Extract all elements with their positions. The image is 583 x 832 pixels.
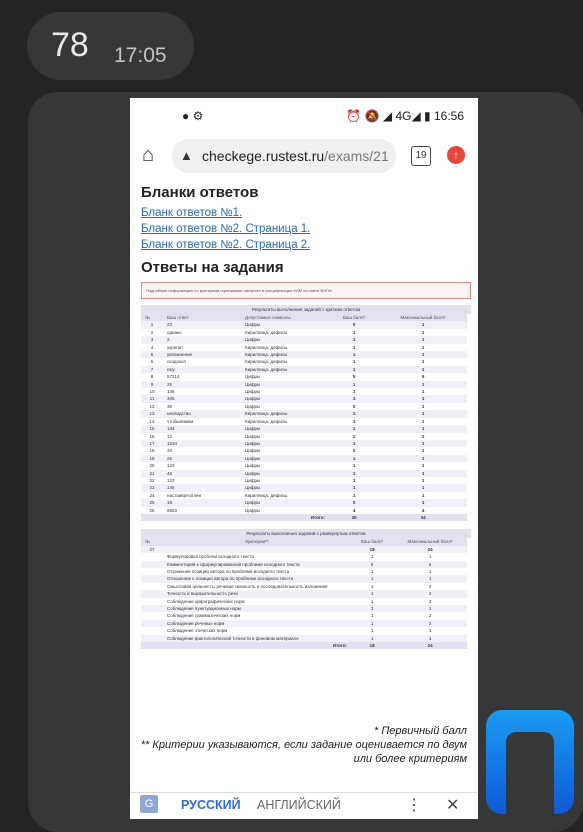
- table-cell: 4: [421, 507, 425, 513]
- table-row: [141, 440, 467, 447]
- translate-bar: [130, 792, 478, 819]
- table-row: [141, 336, 467, 343]
- table-cell: 145: [167, 389, 175, 395]
- table-cell: 2: [393, 590, 467, 597]
- table-cell: Соблюдение фактологической точности в фоновом материале: [163, 635, 351, 642]
- close-icon[interactable]: ✕: [446, 797, 460, 814]
- table-cell: 1: [379, 484, 467, 491]
- footnote-primary-score: * Первичный балл: [373, 725, 467, 737]
- table-cell: Отношение к позиции автора по проблеме исходного текста: [163, 575, 351, 582]
- table-cell: Соблюдение грамматических норм: [167, 613, 241, 619]
- table-cell: 345: [163, 395, 241, 402]
- table-cell: 16: [149, 433, 155, 439]
- table-cell: 123: [167, 463, 175, 469]
- table-cell: 1: [421, 477, 425, 483]
- table-cell: Цифры: [245, 477, 261, 483]
- table-row: [141, 627, 467, 634]
- table-cell: 1: [379, 470, 467, 477]
- table2-header-cell: Максимальный балл*: [393, 538, 467, 545]
- table-cell: Кириллица, дефисы: [241, 410, 329, 417]
- table-cell: Цифры: [241, 455, 329, 462]
- table-cell: Кириллица, дефисы: [241, 366, 329, 373]
- update-icon[interactable]: ↑: [447, 146, 465, 164]
- table-cell: 1: [329, 336, 379, 343]
- table-row: [141, 395, 467, 402]
- table-cell: 1: [352, 492, 356, 498]
- link-blank-2-page-2[interactable]: Бланк ответов №2. Страница 2.: [141, 239, 311, 251]
- table-cell: 1: [352, 477, 356, 483]
- table-cell: 4: [352, 507, 356, 513]
- table-cell: 22: [149, 477, 155, 483]
- table-cell: 1: [379, 395, 467, 402]
- footnote-criteria: ** Критерии указываются, если задание оценивается по двум: [140, 739, 467, 751]
- table-row: [141, 462, 467, 469]
- table-cell: Цифры: [241, 336, 329, 343]
- table-row: [141, 605, 467, 612]
- phone-screenshot[interactable]: [130, 98, 478, 819]
- table-cell: 2: [163, 336, 241, 343]
- table-cell: Цифры: [241, 440, 329, 447]
- table-cell: 5: [352, 374, 356, 380]
- table-row: [141, 635, 467, 642]
- total-max: 34: [379, 514, 467, 521]
- table-cell: Цифры: [241, 470, 329, 477]
- table-cell: 1: [421, 418, 425, 424]
- table-cell: 1: [379, 366, 467, 373]
- table1-header-cell: Ваш балл*: [329, 314, 379, 321]
- table1-header-cell: №: [141, 314, 163, 321]
- table-cell: 1: [421, 344, 425, 350]
- table-cell: 1: [421, 403, 425, 409]
- table-row: [141, 553, 467, 560]
- table-row: [141, 499, 467, 506]
- page-content: [141, 184, 471, 649]
- table-cell: 1: [352, 329, 356, 335]
- total-label: Итого:: [241, 514, 329, 521]
- table-cell: 1: [393, 575, 467, 582]
- table-cell: 1: [329, 410, 379, 417]
- table-cell: 25: [163, 455, 241, 462]
- table-cell: 1: [329, 381, 379, 388]
- total-label: Итого:: [163, 642, 351, 649]
- table-cell: 20: [149, 463, 155, 469]
- table-row: [141, 507, 467, 514]
- table-cell: 24: [149, 492, 155, 498]
- table-cell: 1: [379, 321, 467, 328]
- table-cell: 1: [428, 569, 432, 574]
- table-cell: 1: [421, 329, 425, 335]
- table-cell: 14: [149, 418, 155, 424]
- table-cell: 57214: [167, 374, 180, 380]
- table-row: [141, 344, 467, 351]
- table-cell: Цифры: [241, 321, 329, 328]
- table-cell: Кириллица, дефисы: [245, 359, 288, 365]
- table-cell: 1: [329, 351, 379, 358]
- criteria-notice: Подробную информацию по критериям оценивания смотрите в спецификации КИМ на сайте ФИПИ: [141, 282, 471, 299]
- table-cell: Формулировка проблем исходного текста: [167, 554, 254, 560]
- lang-russian-button[interactable]: РУССКИЙ: [181, 798, 241, 812]
- table-cell: Цифры: [245, 403, 261, 409]
- table-cell: чтобыпижем: [167, 418, 194, 424]
- answers-title: Ответы на задания: [141, 259, 284, 276]
- table-cell: 15: [141, 425, 163, 432]
- table-cell: 1: [370, 598, 374, 604]
- table-cell: 0: [352, 403, 356, 409]
- table-cell: 7: [141, 366, 163, 373]
- table-cell: 5: [141, 351, 163, 358]
- table-cell: 10: [149, 389, 155, 395]
- table-row: [141, 447, 467, 454]
- table-cell: 27: [141, 546, 163, 553]
- table-row: [141, 484, 467, 491]
- table1-total-row: [141, 514, 467, 521]
- table-cell: 1: [379, 351, 467, 358]
- table-cell: Цифры: [241, 499, 329, 506]
- table-cell: Смысловая цельность, речевая связность и последовательность изложения: [167, 583, 328, 589]
- browser-toolbar: [130, 134, 478, 180]
- table-cell: 1: [379, 381, 467, 388]
- table-cell: Кириллица, дефисы: [241, 351, 329, 358]
- table-cell: 1: [370, 613, 374, 619]
- table-cell: 1: [329, 455, 379, 462]
- table-cell: 0: [352, 448, 356, 454]
- lang-english-button[interactable]: АНГЛИЙСКИЙ: [257, 798, 341, 812]
- message-time: 17:05: [114, 44, 167, 67]
- table-cell: 1: [379, 499, 467, 506]
- table-row: [141, 410, 467, 417]
- table-cell: Кириллица, дефисы: [245, 329, 288, 335]
- app-logo-icon: [486, 710, 574, 814]
- table-cell: Цифры: [245, 507, 261, 513]
- table-cell: 2: [421, 433, 425, 439]
- total-score: 18: [351, 642, 393, 649]
- table-cell: 9: [141, 381, 163, 388]
- table-cell: 1: [141, 321, 163, 328]
- table-row: [141, 321, 467, 328]
- status-left-icons: ● ⚙: [182, 109, 204, 123]
- table-cell: 5: [393, 561, 467, 568]
- table-row: [141, 381, 467, 388]
- table-cell: 1: [352, 418, 356, 424]
- table-row: [141, 388, 467, 395]
- table-cell: настаивресплеи: [167, 492, 201, 498]
- table-cell: 1: [379, 410, 467, 417]
- warning-icon[interactable]: ▲: [180, 148, 193, 163]
- table-cell: 13: [167, 433, 173, 439]
- table-cell: 11: [141, 395, 163, 402]
- table-cell: 0: [329, 321, 379, 328]
- table-cell: 1: [379, 455, 467, 462]
- table-cell: однако: [167, 329, 182, 335]
- table2-total-row: [141, 642, 467, 649]
- table-cell: 23: [163, 321, 241, 328]
- table-cell: Соблюдение орфографических норм: [167, 598, 245, 604]
- table-row: [141, 425, 467, 432]
- table1-caption: Результаты выполнения заданий с кратким ответом: [141, 305, 471, 314]
- table-cell: Цифры: [245, 463, 261, 469]
- table-row: [141, 620, 467, 627]
- table1-header-cell: Максимальный балл*: [379, 314, 467, 321]
- status-right: ⏰ 🔕 ◢ 4G◢ ▮ 16:56: [346, 109, 464, 123]
- table-cell: 1: [370, 628, 374, 634]
- table-cell: 1: [428, 554, 432, 560]
- table-cell: 2: [428, 613, 432, 619]
- table2-header-row: [141, 538, 467, 545]
- table-cell: Цифры: [241, 484, 329, 491]
- table-cell: 1: [379, 440, 467, 447]
- blanks-title: Бланки ответов: [141, 184, 259, 201]
- table-cell: 25: [141, 499, 163, 506]
- table-cell: 8: [150, 374, 154, 380]
- table-row: [141, 366, 467, 373]
- table-cell: 123: [167, 477, 175, 483]
- table-cell: Цифры: [241, 381, 329, 388]
- table-cell: несводство: [163, 410, 241, 417]
- table-cell: Цифры: [241, 425, 329, 432]
- table-cell: Точность и выразительность речи: [163, 590, 351, 597]
- table-cell: 18: [351, 546, 393, 553]
- table-cell: 6653: [167, 507, 178, 513]
- table-cell: 1: [329, 440, 379, 447]
- table-cell: 2: [150, 329, 154, 335]
- table-cell: 24: [393, 546, 467, 553]
- table-cell: 1: [428, 628, 432, 634]
- table-cell: 1: [379, 425, 467, 432]
- table-cell: 13: [141, 410, 163, 417]
- table-cell: 1: [352, 463, 356, 469]
- table-cell: 145: [163, 484, 241, 491]
- table-cell: 18: [163, 499, 241, 506]
- table-cell: 1: [393, 635, 467, 642]
- table-cell: Соблюдение этических норм: [167, 628, 228, 634]
- table-cell: Соблюдение речевых норм: [163, 620, 351, 627]
- table-cell: Цифры: [245, 448, 261, 454]
- table-row: [141, 358, 467, 365]
- table-cell: 12: [149, 403, 155, 409]
- table-cell: 1: [370, 569, 374, 574]
- table-cell: 17: [141, 440, 163, 447]
- table-cell: 1: [351, 575, 393, 582]
- table-cell: 1: [421, 463, 425, 469]
- table-cell: 1: [329, 366, 379, 373]
- table-cell: 1: [329, 470, 379, 477]
- table-cell: 19: [141, 455, 163, 462]
- table-row: [141, 433, 467, 440]
- table-cell: Комментарий к сформулированной проблеме исходного текста: [163, 561, 351, 568]
- table-cell: 1: [329, 395, 379, 402]
- table-cell: 1: [421, 359, 425, 365]
- table1-header-cell: Допустимые символы: [241, 314, 329, 321]
- table-cell: Кириллица, дефисы: [245, 418, 288, 424]
- table-cell: Цифры: [241, 395, 329, 402]
- table-row: [141, 598, 467, 605]
- table2-task-row: [141, 546, 467, 553]
- table-cell: Цифры: [245, 433, 261, 439]
- table-row: [141, 561, 467, 568]
- table-cell: Отражение позиции автора по проблеме исходного текста: [167, 569, 290, 574]
- google-translate-icon[interactable]: G: [140, 795, 158, 813]
- table-cell: 1: [421, 448, 425, 454]
- table-cell: 4: [150, 344, 154, 350]
- table-cell: 5: [421, 374, 425, 380]
- table-cell: [163, 546, 351, 553]
- table-cell: 3: [393, 605, 467, 612]
- table-cell: Кириллица, дефисы: [245, 344, 288, 350]
- address-bar[interactable]: [172, 139, 396, 173]
- table-cell: 35: [167, 403, 173, 409]
- table-cell: 26: [149, 507, 155, 513]
- table-cell: 1: [329, 425, 379, 432]
- table-cell: 23: [141, 484, 163, 491]
- table-cell: ему: [163, 366, 241, 373]
- long-answers-table: [141, 529, 471, 649]
- table-cell: 1: [351, 590, 393, 597]
- table-cell: 1: [352, 344, 356, 350]
- table-cell: 5: [351, 561, 393, 568]
- table-row: [141, 403, 467, 410]
- table-cell: Цифры: [245, 389, 261, 395]
- message-bubble-top[interactable]: [27, 12, 194, 80]
- table-cell: 3: [141, 336, 163, 343]
- table-cell: 1: [370, 554, 374, 560]
- message-number: 78: [51, 26, 89, 64]
- table-row: [141, 477, 467, 484]
- table-cell: 1: [421, 492, 425, 498]
- table-cell: 1: [329, 484, 379, 491]
- table2-header-cell: №: [141, 538, 163, 545]
- table1-header-cell: Ваш ответ: [163, 314, 241, 321]
- table-row: [141, 568, 467, 575]
- table-cell: 1: [352, 359, 356, 365]
- table-cell: 21: [141, 470, 163, 477]
- footnote-criteria-cont: или более критериям: [353, 753, 467, 765]
- table2-caption: Результаты выполнения заданий с развернутым ответом: [141, 529, 471, 538]
- table1-header-row: [141, 314, 467, 321]
- table-cell: 2: [428, 583, 432, 589]
- table-row: [141, 418, 467, 425]
- table-cell: 34: [167, 448, 173, 454]
- table-row: [141, 455, 467, 462]
- table-cell: 1: [351, 635, 393, 642]
- table-cell: 25: [163, 381, 241, 388]
- table-cell: 18: [149, 448, 155, 454]
- home-icon[interactable]: ⌂: [142, 144, 155, 166]
- link-blank-2-page-1[interactable]: Бланк ответов №2. Страница 1.: [141, 223, 311, 235]
- table-cell: 1: [351, 620, 393, 627]
- table-cell: Кириллица, дефисы: [245, 492, 288, 498]
- table2-header-cell: Критерии**: [163, 538, 351, 545]
- table-cell: 1234: [163, 440, 241, 447]
- url-text: checkege.rustest.ru/exams/21: [202, 148, 389, 164]
- total-score: 30: [329, 514, 379, 521]
- table-cell: Соблюдение пунктуационных норм: [163, 605, 351, 612]
- short-answers-table: [141, 305, 471, 521]
- table-row: [141, 492, 467, 499]
- table-cell: 1: [421, 389, 425, 395]
- table-cell: 134: [163, 425, 241, 432]
- tabs-button[interactable]: 19: [411, 146, 431, 166]
- table-cell: 46: [163, 470, 241, 477]
- table-row: [141, 351, 467, 358]
- table-row: [141, 329, 467, 336]
- table-row: [141, 470, 467, 477]
- table2-header-cell: Ваш балл*: [351, 538, 393, 545]
- table-cell: увлажнение: [163, 351, 241, 358]
- more-options-icon[interactable]: ⋮: [406, 797, 422, 814]
- table-cell: 6: [150, 359, 154, 365]
- table-cell: 3: [428, 598, 432, 604]
- table-cell: 1: [352, 389, 356, 395]
- table-cell: укрепит: [167, 344, 184, 350]
- table-row: [141, 612, 467, 619]
- table-row: [141, 583, 467, 590]
- table-cell: 1: [379, 336, 467, 343]
- table-cell: 2: [352, 433, 356, 439]
- table-cell: сходокол: [167, 359, 187, 365]
- table-row: [141, 590, 467, 597]
- status-bar: [130, 98, 478, 134]
- table-row: [141, 373, 467, 380]
- table-cell: Цифры: [245, 374, 261, 380]
- table-cell: 2: [393, 620, 467, 627]
- table-cell: 3: [351, 605, 393, 612]
- table-row: [141, 575, 467, 582]
- table-cell: 1: [370, 583, 374, 589]
- total-max: 24: [393, 642, 467, 649]
- table-cell: 0: [329, 499, 379, 506]
- link-blank-1[interactable]: Бланк ответов №1.: [141, 207, 243, 219]
